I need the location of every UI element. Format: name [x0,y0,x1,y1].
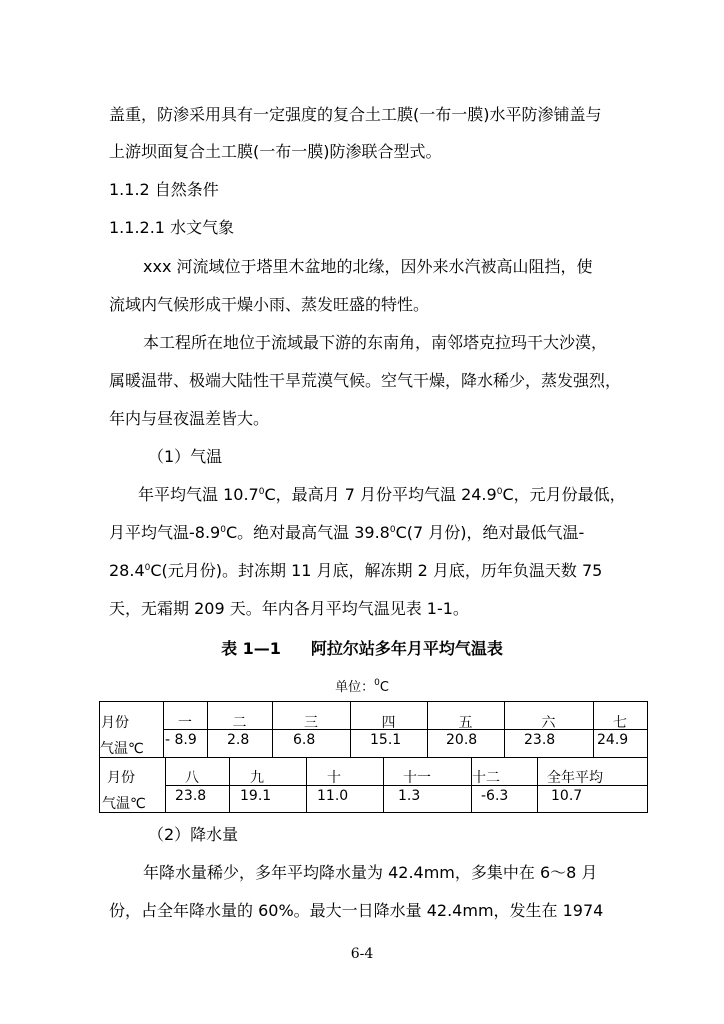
table-cell: -6.3 [481,788,509,804]
table-cell: 24.9 [597,732,629,748]
table-cell: 全年平均 [547,770,603,786]
table-cell: 十 [327,770,341,786]
degree-superscript: 0 [258,487,265,497]
table-cell: 十一 [403,770,431,786]
paragraph-line: 份，占全年降水量的 60%。最大一日降水量 42.4mm，发生在 1974 [109,901,604,920]
table-row-label: 月份 [107,770,135,786]
table-cell: 十二 [472,770,500,786]
table-cell: 七 [613,715,627,731]
table-cell: 11.0 [317,788,349,804]
subsection-precipitation: （2）降水量 [148,825,239,844]
table-cell: 20.8 [446,732,478,748]
paragraph-line: 天，无霜期 209 天。年内各月平均气温见表 1-1。 [109,599,469,618]
paragraph-line: 属暖温带、极端大陆性干旱荒漠气候。空气干燥，降水稀少，蒸发强烈， [109,371,622,390]
table-unit: 单位：$^0$C [335,678,389,695]
page-number: 6-4 [350,946,374,962]
paragraph-line: 本工程所在地位于流域最下游的东南角，南邻塔克拉玛干大沙漠， [143,333,608,352]
table-cell: 九 [250,770,264,786]
table-cell: 四 [381,715,396,731]
table-cell: 2.8 [227,732,250,748]
table-cell: 八 [185,770,199,786]
paragraph-line: 年内与昼夜温差皆大。 [109,409,270,428]
table-cell: 23.8 [175,788,207,804]
table-cell: 10.7 [551,788,583,804]
temperature-table [99,701,648,813]
degree-superscript: 0 [144,563,151,573]
section-heading-1-1-2-1: 1.1.2.1 水文气象 [109,218,235,237]
paragraph-line: 流域内气候形成干燥小雨、蒸发旺盛的特性。 [109,295,430,314]
table-cell: 19.1 [240,788,272,804]
table-row-label: 气温℃ [102,796,146,812]
table-cell: 五 [458,715,473,731]
table-row-label: 月份 [101,715,129,731]
table-cell: 二 [232,715,247,731]
degree-superscript: 0 [496,487,503,497]
paragraph-line: 上游坝面复合土工膜(一布一膜)防渗联合型式。 [109,142,442,161]
table-cell: 一 [178,715,192,731]
paragraph-line: 28.4$^0$C(元月份)。封冻期 11 月底，解冻期 2 月底，历年负温天数 75 [109,561,603,580]
table-cell: - 8.9 [165,732,197,748]
degree-superscript: 0 [220,525,226,535]
table-cell: 15.1 [370,732,402,748]
paragraph-line: 年平均气温 10.7$^0$C，最高月 7 月份平均气温 24.9$^0$C，元月份最低， [138,485,626,504]
table-title: 表 1—1 阿拉尔站多年月平均气温表 [221,639,503,658]
paragraph-line: 年降水量稀少，多年平均降水量为 42.4mm，多集中在 6～8 月 [143,863,598,882]
degree-superscript: 0 [389,525,396,535]
subsection-temperature: （1）气温 [148,447,223,466]
paragraph-line: 月平均气温$-8.9^0C$。绝对最高气温 39.8$^0$C(7 月份)，绝对最低气温- [109,523,585,542]
table-row-label: 气温℃ [100,741,144,757]
table-cell: 1.3 [398,788,421,804]
table-cell: 三 [304,715,318,731]
table-cell: 23.8 [524,732,556,748]
section-heading-1-1-2: 1.1.2 自然条件 [109,180,219,199]
paragraph-line: 盖重，防渗采用具有一定强度的复合土工膜(一布一膜)水平防渗铺盖与 [109,105,602,124]
table-cell: 6.8 [293,732,316,748]
paragraph-line: xxx 河流域位于塔里木盆地的北缘，因外来水汽被高山阻挡，使 [143,257,593,276]
table-cell: 六 [541,715,556,731]
